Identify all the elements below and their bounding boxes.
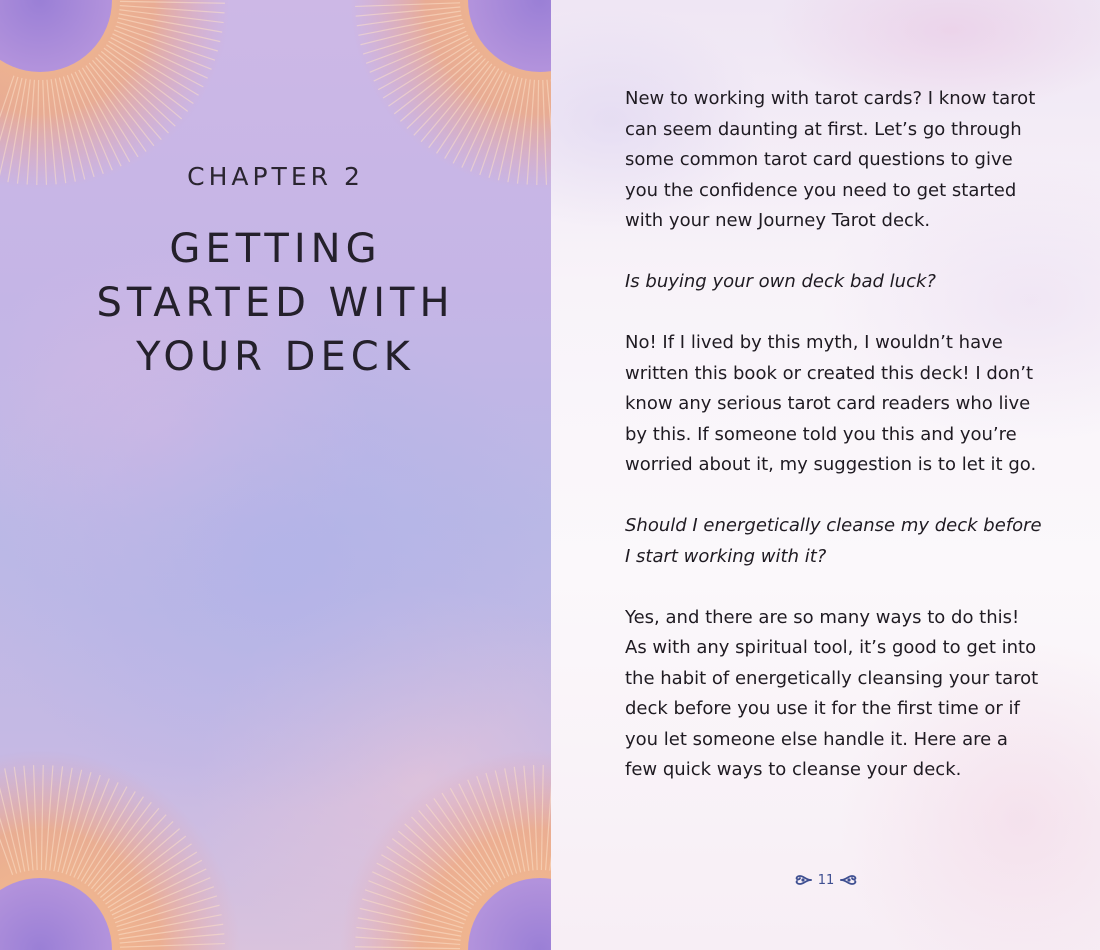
sunburst-bottom-right: [340, 750, 551, 950]
flourish-right-icon: [840, 873, 858, 887]
body-text: [625, 84, 1045, 816]
page-number: 11: [817, 872, 835, 888]
chapter-title: [0, 222, 551, 384]
intro-paragraph: New to working with tarot cards? I know tarot can seem daunting at first. Let’s go through some common tarot card questions to give you the confidence you need to get started with your new Journey Tarot deck.: [625, 88, 1036, 231]
chapter-title-line: YOUR DECK: [136, 334, 415, 380]
page-folio: [791, 870, 861, 890]
answer-paragraph: Yes, and there are so many ways to do this! As with any spiritual tool, it’s good to get into the habit of energetically cleansing your tarot deck before you use it for the first time or if you let someone else handle it. Here are a few quick ways to cleanse your deck.: [625, 606, 1039, 780]
chapter-title-line: STARTED WITH: [96, 280, 455, 326]
answer-paragraph: No! If I lived by this myth, I wouldn’t have written this book or created this deck! I don’t know any serious tarot card readers who live by this. If someone told you this and you’re worried about it, my suggestion is to let it go.: [625, 332, 1037, 475]
chapter-label: CHAPTER 2: [187, 162, 364, 191]
question-heading: Is buying your own deck bad luck?: [625, 271, 936, 292]
chapter-title-line: GETTING: [169, 226, 382, 272]
right-page: [551, 0, 1100, 950]
flourish-left-icon: [794, 873, 812, 887]
question-heading: Should I energetically cleanse my deck before I start working with it?: [625, 515, 1042, 567]
sunburst-bottom-left: [0, 750, 240, 950]
